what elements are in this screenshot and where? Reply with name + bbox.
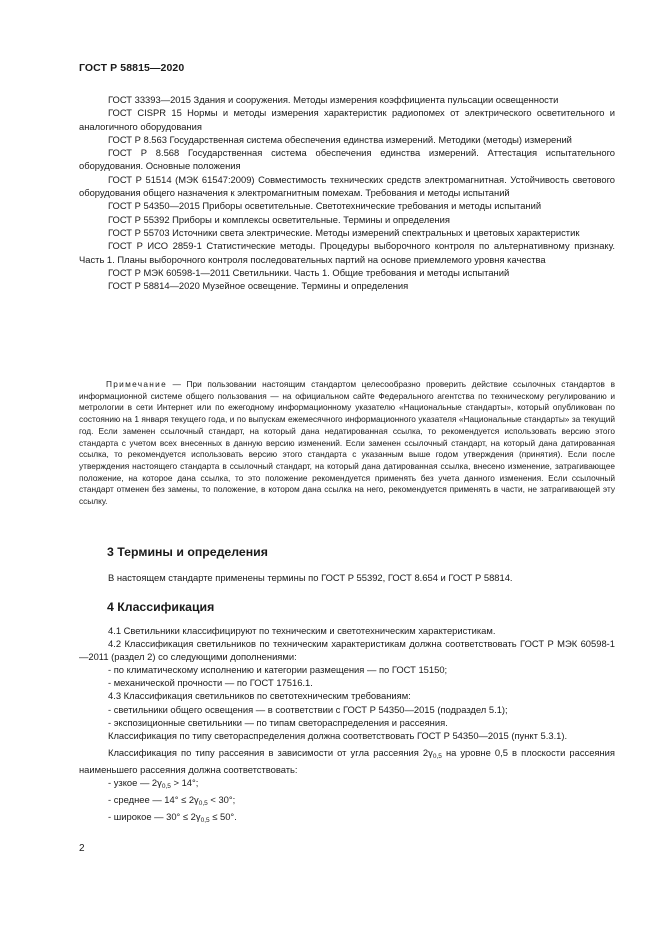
reference-item: ГОСТ Р 8.563 Государственная система обеспечения единства измерений. Методики (методы) измерений [108,133,572,145]
list-item-narrow [79,776,615,793]
medium-value: < 30°; [207,794,236,806]
scattering-text-end: на уровне 0,5 в плоскости рассеяния наименьшего рассеяния должна соответствовать: [79,746,615,775]
list-item-wide [79,810,615,827]
section-4-heading: 4 Классификация [107,600,215,614]
subscript: 0,5 [161,783,171,791]
clause-4-1: 4.1 Светильники классифицируют по техническим и светотехническим характеристикам. [108,625,496,636]
scattering-text-start: Классификация по типу рассеяния в зависимости от угла рассеяния 2γ [108,746,433,758]
clause-4-3: 4.3 Классификация светильников по светотехническим требованиям: [108,690,411,702]
scattering-classification [79,746,615,776]
page-number: 2 [79,843,85,854]
reference-item: ГОСТ CISPR 15 Нормы и методы измерения характеристик радиопомех от электрического осветительного и аналогичного оборудования [79,107,615,132]
reference-item: ГОСТ Р 51514 (МЭК 61547:2009) Совместимость технических средств электромагнитная. Устойчивость светового оборудования общего назначения к электромагнитным помехам. Требования и методы испытаний [79,173,615,199]
list-item: - светильники общего освещения — в соответствии с ГОСТ Р 54350—2015 (подраздел 5.1); [108,703,508,715]
medium-label: - среднее — 14° ≤ 2γ [108,794,199,806]
reference-item: ГОСТ Р 58814—2020 Музейное освещение. Термины и определения [108,280,409,292]
references-note [79,379,615,508]
reference-item: ГОСТ Р 54350—2015 Приборы осветительные. Светотехнические требования и методы испытаний [108,200,542,212]
reference-item: ГОСТ Р 55392 Приборы и комплексы осветительные. Термины и определения [108,213,450,225]
section-3-heading: 3 Термины и определения [107,545,268,559]
subscript: 0,5 [432,752,442,760]
distribution-classification: Классификация по типу светораспределения должна соответствовать ГОСТ Р 54350—2015 (пункт 5.3.1). [108,729,568,741]
list-item: - механической прочности — по ГОСТ 17516.1. [108,677,313,689]
normative-references-list [79,93,615,292]
clause-4-2: 4.2 Классификация светильников по техническим характеристикам должна соответствовать ГОСТ Р МЭК 60598-1—2011 (раздел 2) со следующими дополнениями: [79,638,615,663]
reference-item: ГОСТ Р 8.568 Государственная система обеспечения единства измерений. Аттестация испытательного оборудования. Основные положения [79,147,615,172]
subscript: 0,5 [200,817,210,825]
narrow-value: > 14°; [170,777,199,789]
list-item: - по климатическому исполнению и категории размещения — по ГОСТ 15150; [108,664,448,676]
list-item: - экспозиционные светильники — по типам светораспределения и рассеяния. [108,716,448,728]
note-label: Примечание [106,379,168,389]
note-paragraph [79,379,615,508]
subscript: 0,5 [198,800,208,808]
note-text: — При пользовании настоящим стандартом целесообразно проверить действие ссылочных стандартов в информационной системе общего пользования — на официальном сайте Федерального агентства по техническому регулированию и метрологии в сети Интернет или по ежегодному информационному указателю «Национальные стандарты», который опубликован по состоянию на 1 января текущего года, и по выпускам ежемесячного информационного указателя «Национальные стандарты» за текущий год. Если заменен ссылочный стандарт, на который дана недатированная ссылка, то рекомендуется использовать версию этого стандарта с учетом всех внесенных в данную версию изменений. Если заменен ссылочный стандарт, на который дана датированная ссылка, то рекомендуется использовать версию этого стандарта с указанным выше годом утверждения (принятия). Если после утверждения настоящего стандарта в ссылочный стандарт, на который дана датированная ссылка, внесено изменение, затрагивающее положение, на которое дана ссылка, то это положение рекомендуется применять без учета данного изменения. Если ссылочный стандарт отменен без замены, то положение, в котором дана ссылка на него, рекомендуется применять в части, не затрагивающей эту ссылку. [79,379,615,507]
wide-label: - широкое — 30° ≤ 2γ [108,811,201,823]
reference-item: ГОСТ 33393—2015 Здания и сооружения. Методы измерения коэффициента пульсации освещенности [108,94,559,105]
narrow-label: - узкое — 2γ [108,777,162,789]
list-item-medium [79,793,615,810]
section-4-body [79,624,615,827]
reference-item: ГОСТ Р ИСО 2859-1 Статистические методы. Процедуры выборочного контроля по альтернативному признаку. Часть 1. Планы выборочного контроля последовательных партий на основе приемлемого уровня качества [79,240,615,265]
document-code-header: ГОСТ Р 58815—2020 [79,62,185,74]
wide-value: ≤ 50°. [209,811,237,823]
reference-item: ГОСТ Р МЭК 60598-1—2011 Светильники. Часть 1. Общие требования и методы испытаний [108,266,510,278]
reference-item: ГОСТ Р 55703 Источники света электрические. Методы измерений спектральных и цветовых характеристик [108,226,580,238]
section-3-text: В настоящем стандарте применены термины по ГОСТ Р 55392, ГОСТ 8.654 и ГОСТ Р 58814. [108,572,513,583]
